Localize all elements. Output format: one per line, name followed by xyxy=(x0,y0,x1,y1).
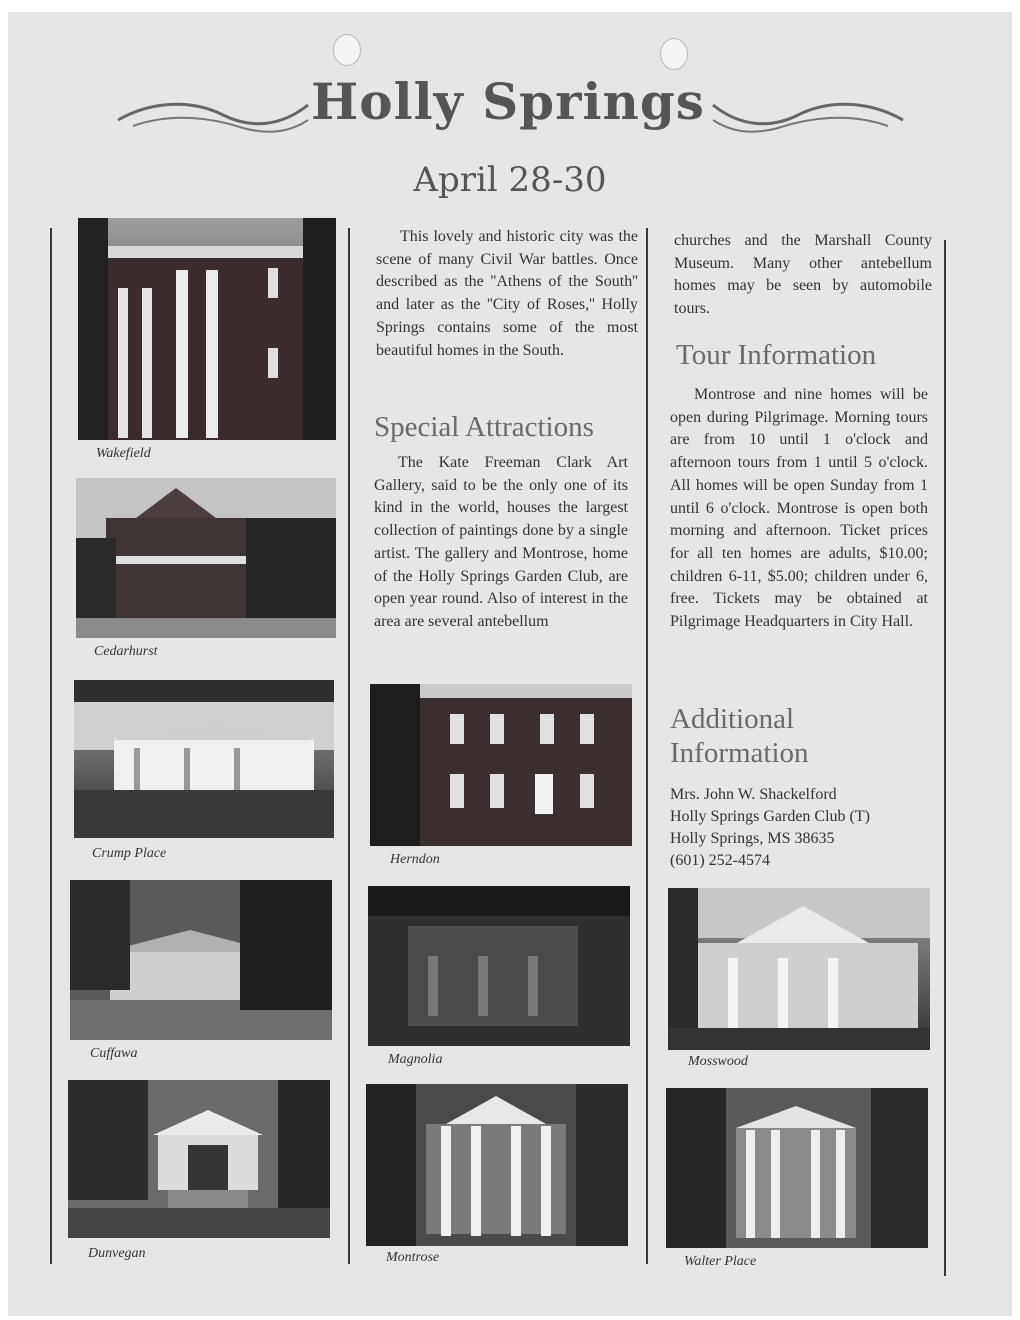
caption-mosswood: Mosswood xyxy=(688,1054,748,1069)
caption-herndon: Herndon xyxy=(390,852,440,867)
caption-cedarhurst: Cedarhurst xyxy=(94,644,158,659)
punch-hole-left xyxy=(333,34,361,66)
brochure-page xyxy=(8,12,1012,1316)
caption-wakefield: Wakefield xyxy=(96,446,151,461)
contact-city: Holly Springs, MS 38635 xyxy=(670,830,835,847)
special-attractions-heading: Special Attractions xyxy=(374,411,594,443)
tour-information-text: Montrose and nine homes will be open during Pilgrimage. Morning tours are from 10 until 1 o'clock and afternoon tours from 1 until 5 o'clock. All homes will be open Sunday from 1 until 6 o'clock. Montrose is open both morning and afternoon. Ticket prices for all ten homes are adults, $10.00; children 6-11, $5.00; children under 6, free. Tickets may be obtained at Pilgrimage Headquarters in City Hall. xyxy=(670,386,928,631)
punch-hole-right xyxy=(660,38,688,70)
page-title: Holly Springs xyxy=(311,72,705,131)
intro-text: This lovely and historic city was the scene of many Civil War battles. Once described as the ''Athens of the South'' and later as the ''City of Roses,'' Holly Springs contains some of the most beautiful homes in the South. xyxy=(376,228,638,359)
caption-montrose: Montrose xyxy=(386,1250,440,1265)
column-rule-2 xyxy=(348,228,350,1264)
caption-cuffawa: Cuffawa xyxy=(90,1046,138,1061)
photo-mosswood xyxy=(668,888,930,1050)
caption-crump-place: Crump Place xyxy=(92,846,167,861)
column-rule-1 xyxy=(50,228,52,1264)
contact-phone: (601) 252-4574 xyxy=(670,852,770,869)
photo-dunvegan xyxy=(68,1080,330,1238)
photo-crump-place xyxy=(74,680,334,838)
intro-paragraph xyxy=(376,226,638,362)
tour-information-paragraph xyxy=(670,384,928,634)
photo-montrose xyxy=(366,1084,628,1246)
photo-wakefield xyxy=(78,218,336,440)
special-attractions-paragraph xyxy=(374,452,628,634)
contact-block xyxy=(670,784,870,872)
contact-name: Mrs. John W. Shackelford xyxy=(670,786,837,803)
photo-herndon xyxy=(370,684,632,846)
caption-magnolia: Magnolia xyxy=(388,1052,443,1067)
special-attractions-text: The Kate Freeman Clark Art Gallery, said to be the only one of its kind in the world, houses the largest collection of paintings done by a single artist. The gallery and Montrose, home of the Holly Springs Garden Club, are open year round. Also of interest in the area are several antebellum xyxy=(374,454,628,630)
right-swirl-ornament xyxy=(708,90,908,140)
caption-walter-place: Walter Place xyxy=(684,1254,757,1269)
additional-heading-line1: Additional xyxy=(670,703,795,735)
special-attractions-continued-text: churches and the Marshall County Museum. Many other antebellum homes may be seen by automobile tours. xyxy=(674,232,932,318)
photo-cedarhurst xyxy=(76,478,336,638)
photo-magnolia xyxy=(368,886,630,1046)
column-rule-4 xyxy=(944,240,946,1276)
special-attractions-continued xyxy=(674,230,932,321)
additional-information-heading xyxy=(670,702,932,770)
column-rule-3 xyxy=(646,228,648,1264)
photo-walter-place xyxy=(666,1088,928,1248)
contact-organization: Holly Springs Garden Club (T) xyxy=(670,808,870,825)
event-dates: April 28-30 xyxy=(413,160,607,200)
left-swirl-ornament xyxy=(113,90,313,140)
caption-dunvegan: Dunvegan xyxy=(88,1246,146,1261)
photo-cuffawa xyxy=(70,880,332,1040)
tour-information-heading: Tour Information xyxy=(676,339,877,371)
additional-heading-line2: Information xyxy=(670,737,809,769)
title-block xyxy=(8,72,1012,142)
